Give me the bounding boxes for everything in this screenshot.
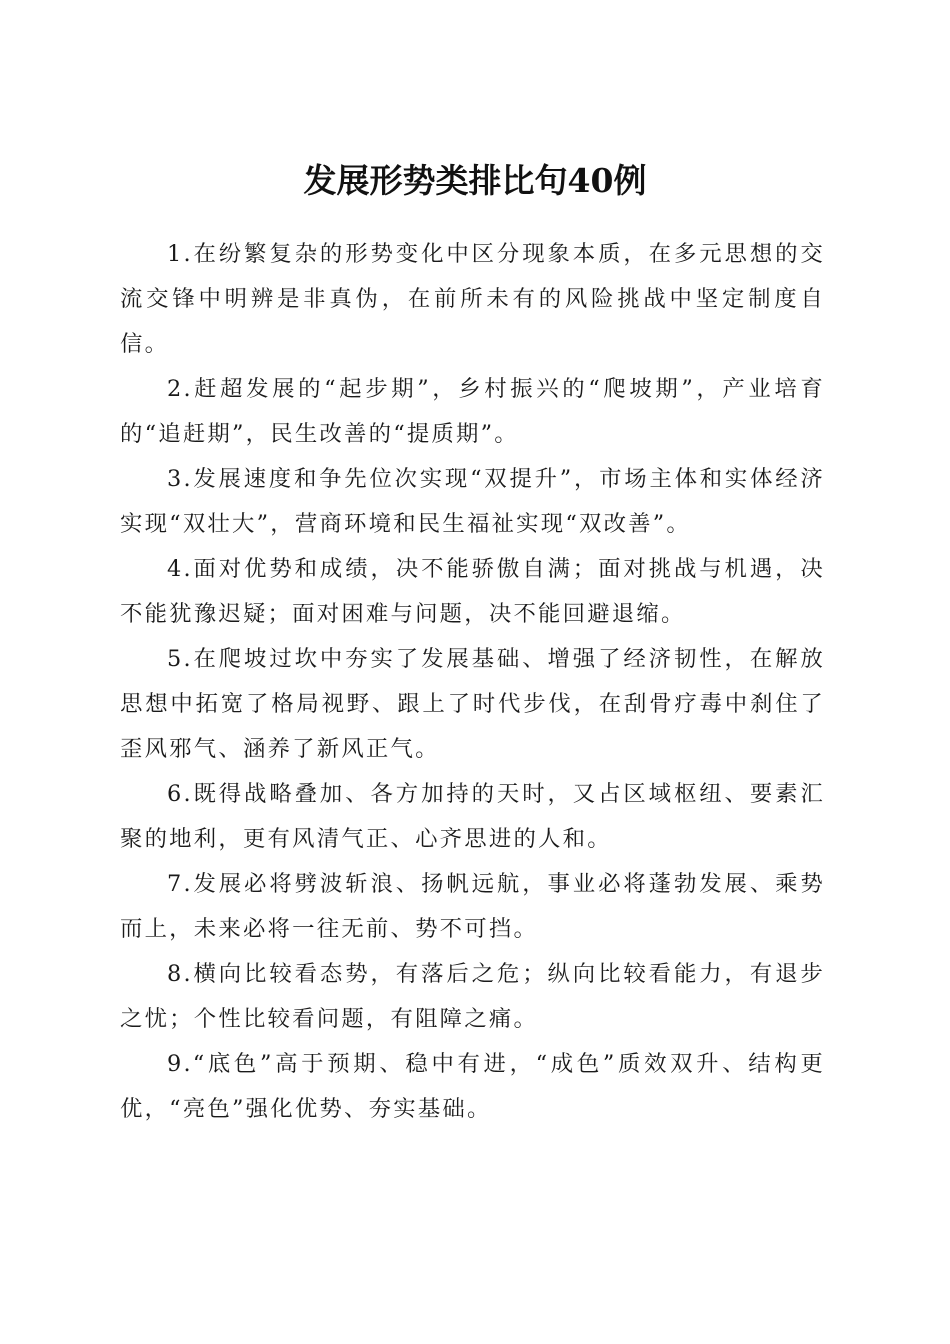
document-body — [120, 232, 825, 1132]
paragraph-8: 8.横向比较看态势，有落后之危；纵向比较看能力，有退步之忧；个性比较看问题，有阻障之痛。 — [120, 961, 825, 1032]
paragraph-3: 3.发展速度和争先位次实现“双提升”，市场主体和实体经济实现“双壮大”，营商环境和民生福祉实现“双改善”。 — [120, 466, 825, 537]
paragraph-6: 6.既得战略叠加、各方加持的天时，又占区域枢纽、要素汇聚的地利，更有风清气正、心齐思进的人和。 — [120, 781, 825, 852]
document-title: 发展形势类排比句40例 — [303, 161, 647, 201]
paragraph-1: 1.在纷繁复杂的形势变化中区分现象本质，在多元思想的交流交锋中明辨是非真伪，在前所未有的风险挑战中坚定制度自信。 — [120, 241, 825, 357]
paragraph-2: 2.赶超发展的“起步期”，乡村振兴的“爬坡期”，产业培育的“追赶期”，民生改善的“提质期”。 — [120, 376, 825, 447]
paragraph-4: 4.面对优势和成绩，决不能骄傲自满；面对挑战与机遇，决不能犹豫迟疑；面对困难与问题，决不能回避退缩。 — [120, 556, 825, 627]
paragraph-5: 5.在爬坡过坎中夯实了发展基础、增强了经济韧性，在解放思想中拓宽了格局视野、跟上了时代步伐，在刮骨疗毒中刹住了歪风邪气、涵养了新风正气。 — [120, 646, 825, 762]
paragraph-9: 9.“底色”高于预期、稳中有进，“成色”质效双升、结构更优，“亮色”强化优势、夯实基础。 — [120, 1051, 825, 1122]
paragraph-7: 7.发展必将劈波斩浪、扬帆远航，事业必将蓬勃发展、乘势而上，未来必将一往无前、势不可挡。 — [120, 871, 825, 942]
